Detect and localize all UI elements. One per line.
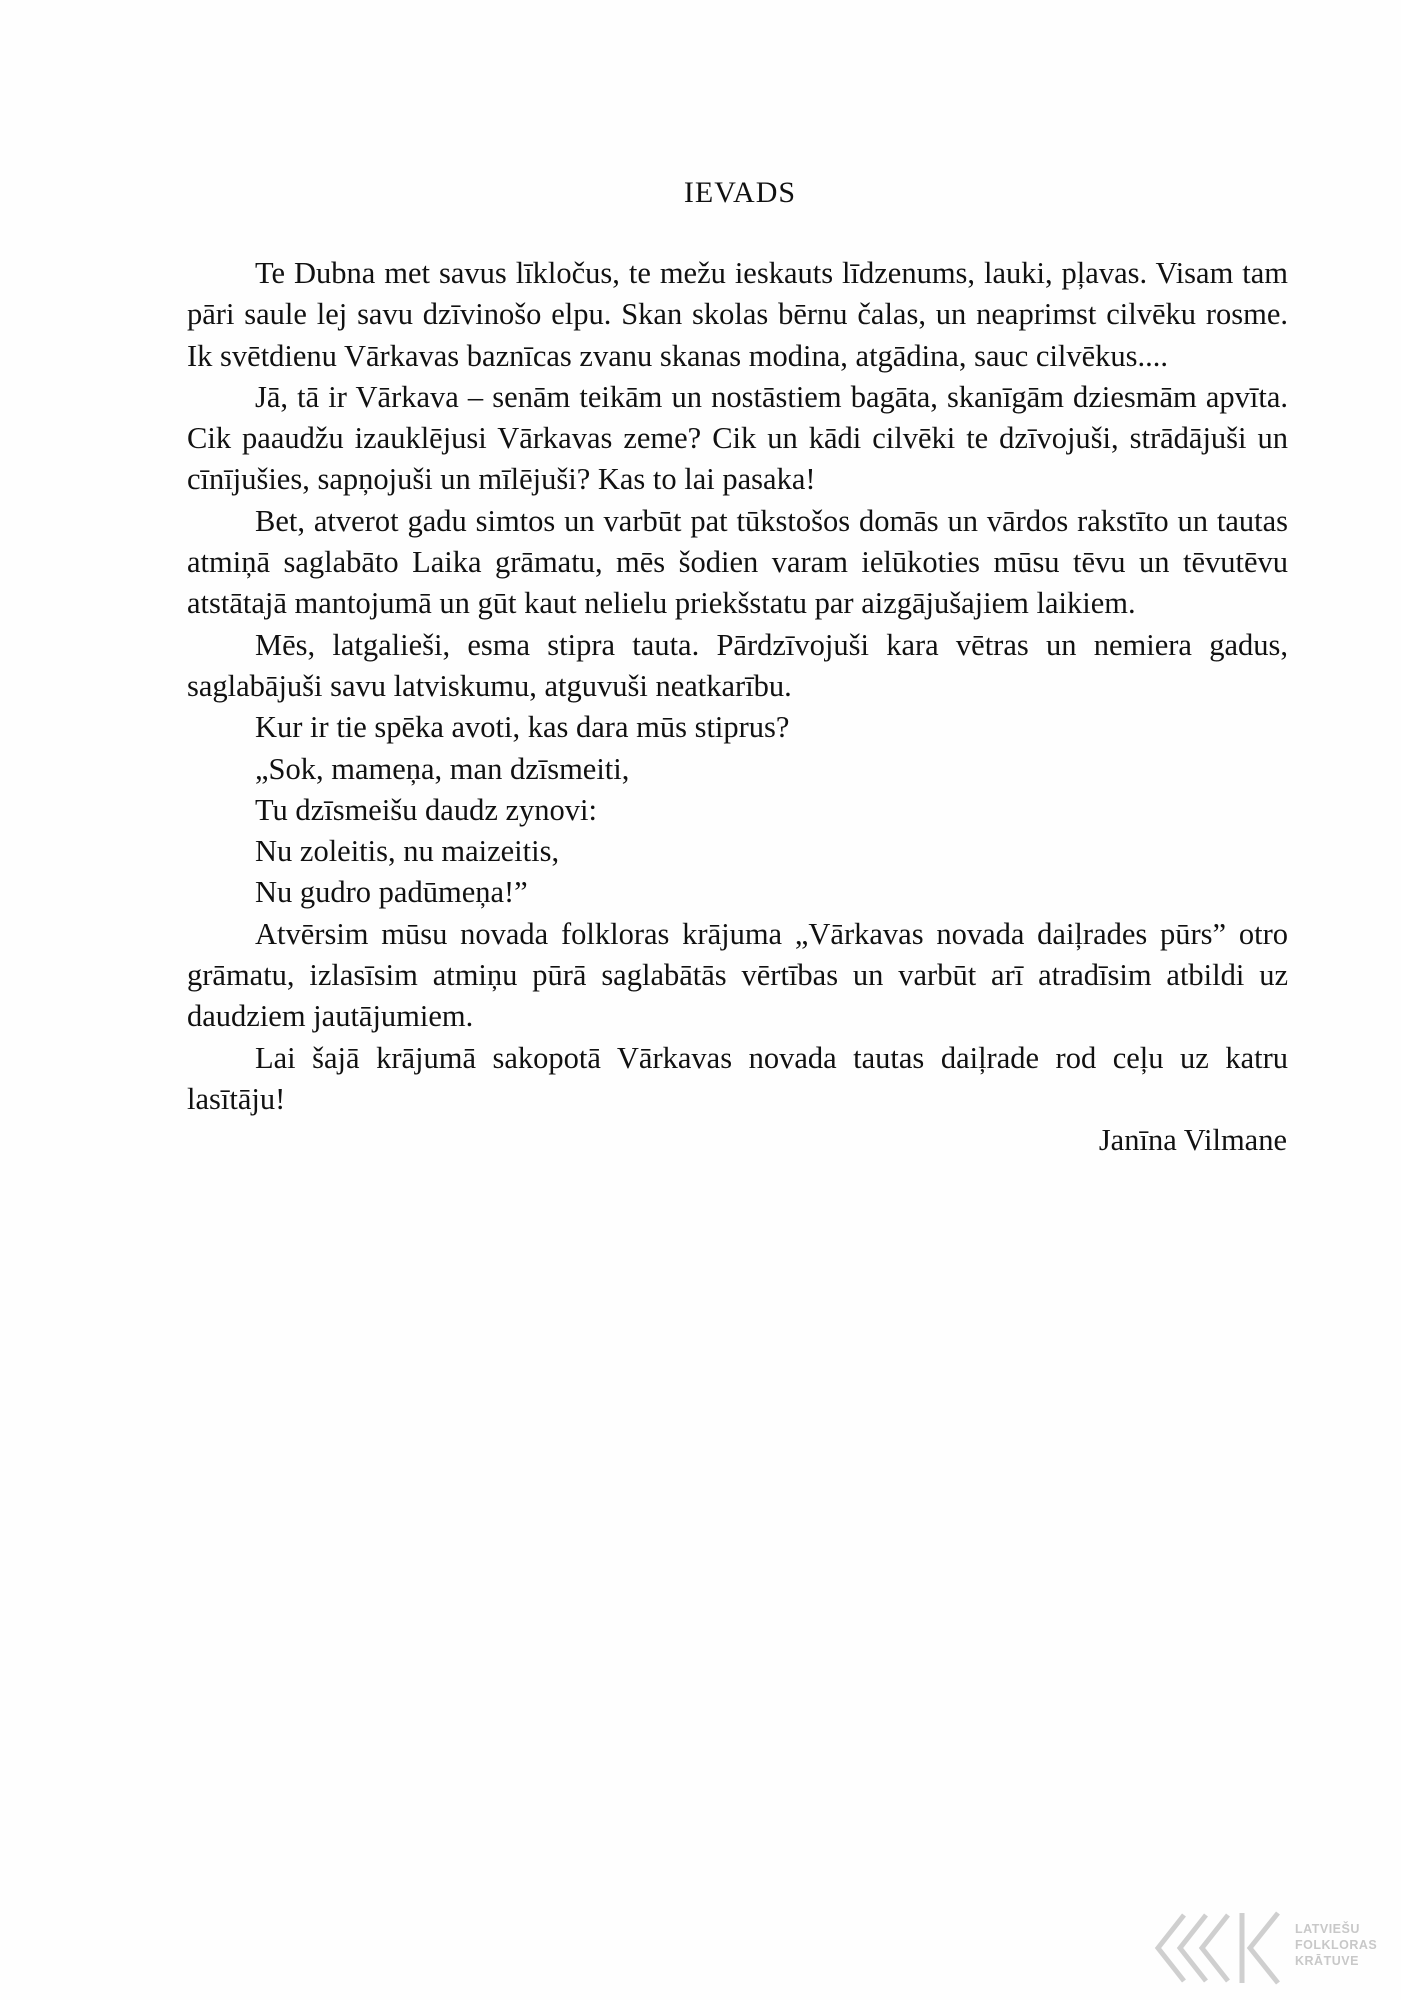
verse-line: Nu gudro padūmeņa!”	[255, 875, 528, 910]
archive-logo-text	[1295, 1921, 1390, 1969]
paragraph: Atvērsim mūsu novada folkloras krājuma „Vārkavas novada daiļrades pūrs” otro grāmatu, izlasīsim atmiņu pūrā saglabātās vērtības un varbūt arī atradīsim atbildi uz daudziem jautājumiem.	[187, 916, 1288, 1034]
verse-line: „Sok, mameņa, man dzīsmeiti,	[255, 751, 630, 786]
author-signature: Janīna Vilmane	[1098, 1123, 1287, 1158]
paragraph: Bet, atverot gadu simtos un varbūt pat tūkstošos domās un vārdos rakstīto un tautas atmiņā saglabāto Laika grāmatu, mēs šodien varam ielūkoties mūsu tēvu un tēvutēvu atstātajā mantojumā un gūt kaut nelielu priekšstatu par aizgājušajiem laikiem.	[187, 503, 1288, 621]
paragraph: Te Dubna met savus līkločus, te mežu ieskauts līdzenums, lauki, pļavas. Visam tam pāri saule lej savu dzīvinošo elpu. Skan skolas bērnu čalas, un neaprimst cilvēku rosme. Ik svētdienu Vārkavas baznīcas zvanu skanas modina, atgādina, sauc cilvēkus....	[187, 256, 1288, 373]
logo-line: FOLKLORAS	[1295, 1938, 1378, 1952]
document-body	[187, 253, 1288, 1162]
logo-line: KRĀTUVE	[1295, 1954, 1359, 1968]
paragraph: Jā, tā ir Vārkava – senām teikām un nostāstiem bagāta, skanīgām dziesmām apvīta. Cik paaudžu izauklējusi Vārkavas zeme? Cik un kādi cilvēki te dzīvojuši, strādājuši un cīnījušies, sapņojuši un mīlējuši? Kas to lai pasaka!	[187, 379, 1288, 497]
paragraph: Mēs, latgalieši, esma stipra tauta. Pārdzīvojuši kara vētras un nemiera gadus, saglabājuši savu latviskumu, atguvuši neatkarību.	[187, 627, 1288, 703]
verse-line: Nu zoleitis, nu maizeitis,	[255, 834, 560, 869]
page-title: IEVADS	[683, 176, 797, 209]
paragraph: Kur ir tie spēka avoti, kas dara mūs stiprus?	[255, 710, 790, 745]
paragraph: Lai šajā krājumā sakopotā Vārkavas novada tautas daiļrade rod ceļu uz katru lasītāju!	[187, 1040, 1288, 1116]
archive-logo	[1150, 1905, 1390, 1991]
archive-logo-icon	[1150, 1905, 1290, 1991]
logo-line: LATVIEŠU	[1295, 1922, 1360, 1936]
verse-line: Tu dzīsmeišu daudz zynovi:	[255, 792, 597, 827]
